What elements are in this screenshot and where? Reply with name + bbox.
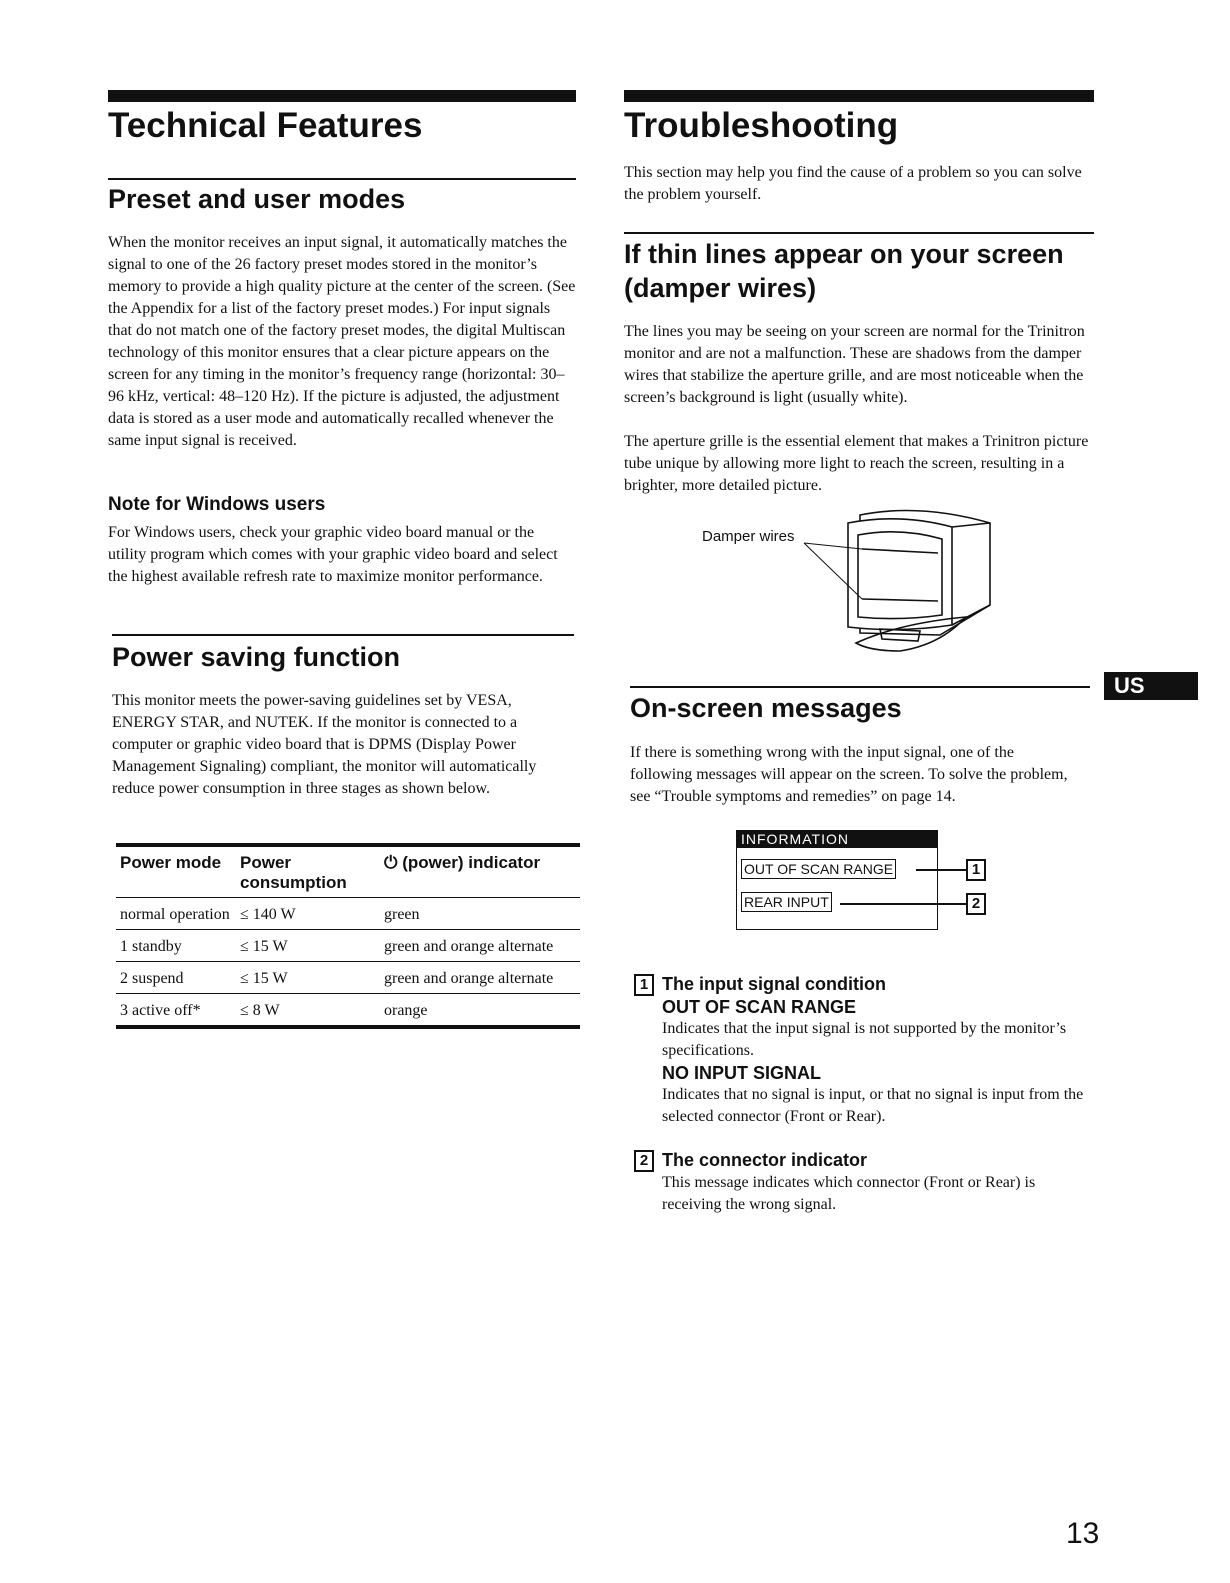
callout-2: 2 (966, 893, 986, 915)
item-number-2: 2 (634, 1150, 654, 1172)
item-description: Indicates that the input signal is not supported by the monitor’s specifications. (662, 1020, 1067, 1060)
item-subheading: OUT OF SCAN RANGE (662, 997, 857, 1018)
aperture-grille-text: The aperture grille is the essential element that makes a Trinitron picture tube unique by allowing more light to reach the screen, resulting in a brighter, more detailed picture. (624, 433, 1089, 494)
power-mode-table (116, 843, 580, 1029)
table-row (116, 994, 580, 1028)
table-row (116, 962, 580, 994)
cell-mode: 2 suspend (116, 962, 236, 994)
cell-consumption: ≤ 8 W (236, 994, 380, 1028)
cell-mode: 3 active off* (116, 994, 236, 1028)
troubleshooting-intro: This section may help you find the cause of a problem so you can solve the problem yourself. (624, 164, 1082, 203)
item-subheading: NO INPUT SIGNAL (662, 1063, 822, 1084)
damper-wires-label: Damper wires (702, 528, 795, 545)
cell-indicator: green (380, 898, 580, 930)
cell-consumption: ≤ 15 W (236, 962, 380, 994)
page-title-troubleshooting: Troubleshooting (624, 106, 899, 145)
table-header-row (116, 845, 580, 898)
cell-indicator: green and orange alternate (380, 930, 580, 962)
section-rule (108, 178, 576, 180)
information-title: INFORMATION (737, 831, 937, 848)
callout-line (916, 869, 966, 871)
item-description: Indicates that no signal is input, or that no signal is input from the selected connector (Front or Rear). (662, 1086, 1084, 1126)
item-connector-indicator (634, 1149, 1094, 1216)
title-bar (108, 90, 576, 102)
table-row (116, 898, 580, 930)
section-rule (630, 686, 1090, 688)
cell-consumption: ≤ 140 W (236, 898, 380, 930)
preset-modes-text: When the monitor receives an input signal, it automatically matches the signal to one of the 26 factory preset modes stored in the monitor’s memory to provide a high quality picture at the center of the screen. (See the Appendix for a list of the factory preset modes.) For input signals that do not match one of the factory preset modes, the digital Multiscan technology of this monitor ensures that a clear picture appears on the screen for any timing in the monitor’s frequency range (horizontal: 30–96 kHz, vertical: 48–120 Hz). If the picture is adjusted, the adjustment data is stored as a user mode and automatically recalled whenever the same input signal is received. (108, 234, 576, 449)
message-out-of-scan-range: OUT OF SCAN RANGE (741, 859, 896, 879)
heading-preset-modes: Preset and user modes (108, 184, 406, 214)
item-title: The connector indicator (662, 1150, 868, 1170)
monitor-illustration (800, 505, 1000, 655)
cell-consumption: ≤ 15 W (236, 930, 380, 962)
cell-mode: 1 standby (116, 930, 236, 962)
heading-power-saving: Power saving function (112, 642, 401, 672)
power-saving-text: This monitor meets the power-saving guidelines set by VESA, ENERGY STAR, and NUTEK. If the monitor is connected to a computer or graphic video board that is DPMS (Display Power Management Signaling) compliant, the monitor will automatically reduce power consumption in three stages as shown below. (112, 692, 537, 797)
cell-indicator: orange (380, 994, 580, 1028)
title-bar (624, 90, 1094, 102)
col-power-consumption: Power consumption (240, 853, 347, 892)
region-tab-us: US (1104, 672, 1198, 700)
table-row (116, 930, 580, 962)
item-description: This message indicates which connector (Front or Rear) is receiving the wrong signal. (662, 1174, 1036, 1214)
page-title-technical-features: Technical Features (108, 106, 423, 145)
heading-onscreen-messages: On-screen messages (630, 693, 902, 723)
col-power-mode: Power mode (120, 853, 222, 872)
item-title: The input signal condition (662, 974, 886, 994)
page-number: 13 (1066, 1517, 1100, 1550)
thin-lines-text: The lines you may be seeing on your screen are normal for the Trinitron monitor and are not a malfunction. These are shadows from the damper wires that stabilize the aperture grille, and are most noticeable when the screen’s background is light (usually white). (624, 323, 1085, 406)
cell-mode: normal operation (116, 898, 236, 930)
information-box (736, 830, 938, 930)
col-indicator-label: (power) indicator (402, 853, 541, 872)
heading-windows-note: Note for Windows users (108, 494, 326, 515)
onscreen-messages-text: If there is something wrong with the input signal, one of the following messages will appear on the screen. To solve the problem, see “Trouble symptoms and remedies” on page 14. (630, 744, 1068, 805)
message-rear-input: REAR INPUT (741, 892, 832, 912)
callout-1: 1 (966, 859, 986, 881)
section-rule (624, 232, 1094, 234)
windows-note-text: For Windows users, check your graphic video board manual or the utility program which comes with your graphic video board and select the highest available refresh rate to maximize monitor performance. (108, 524, 558, 585)
callout-line (840, 903, 966, 905)
heading-thin-lines: If thin lines appear on your screen (damper wires) (624, 239, 1064, 303)
col-indicator (380, 845, 580, 898)
item-number-1: 1 (634, 974, 654, 996)
item-input-signal-condition (634, 973, 1094, 1128)
section-rule (112, 634, 574, 636)
cell-indicator: green and orange alternate (380, 962, 580, 994)
power-icon: ⏻ (384, 853, 398, 872)
